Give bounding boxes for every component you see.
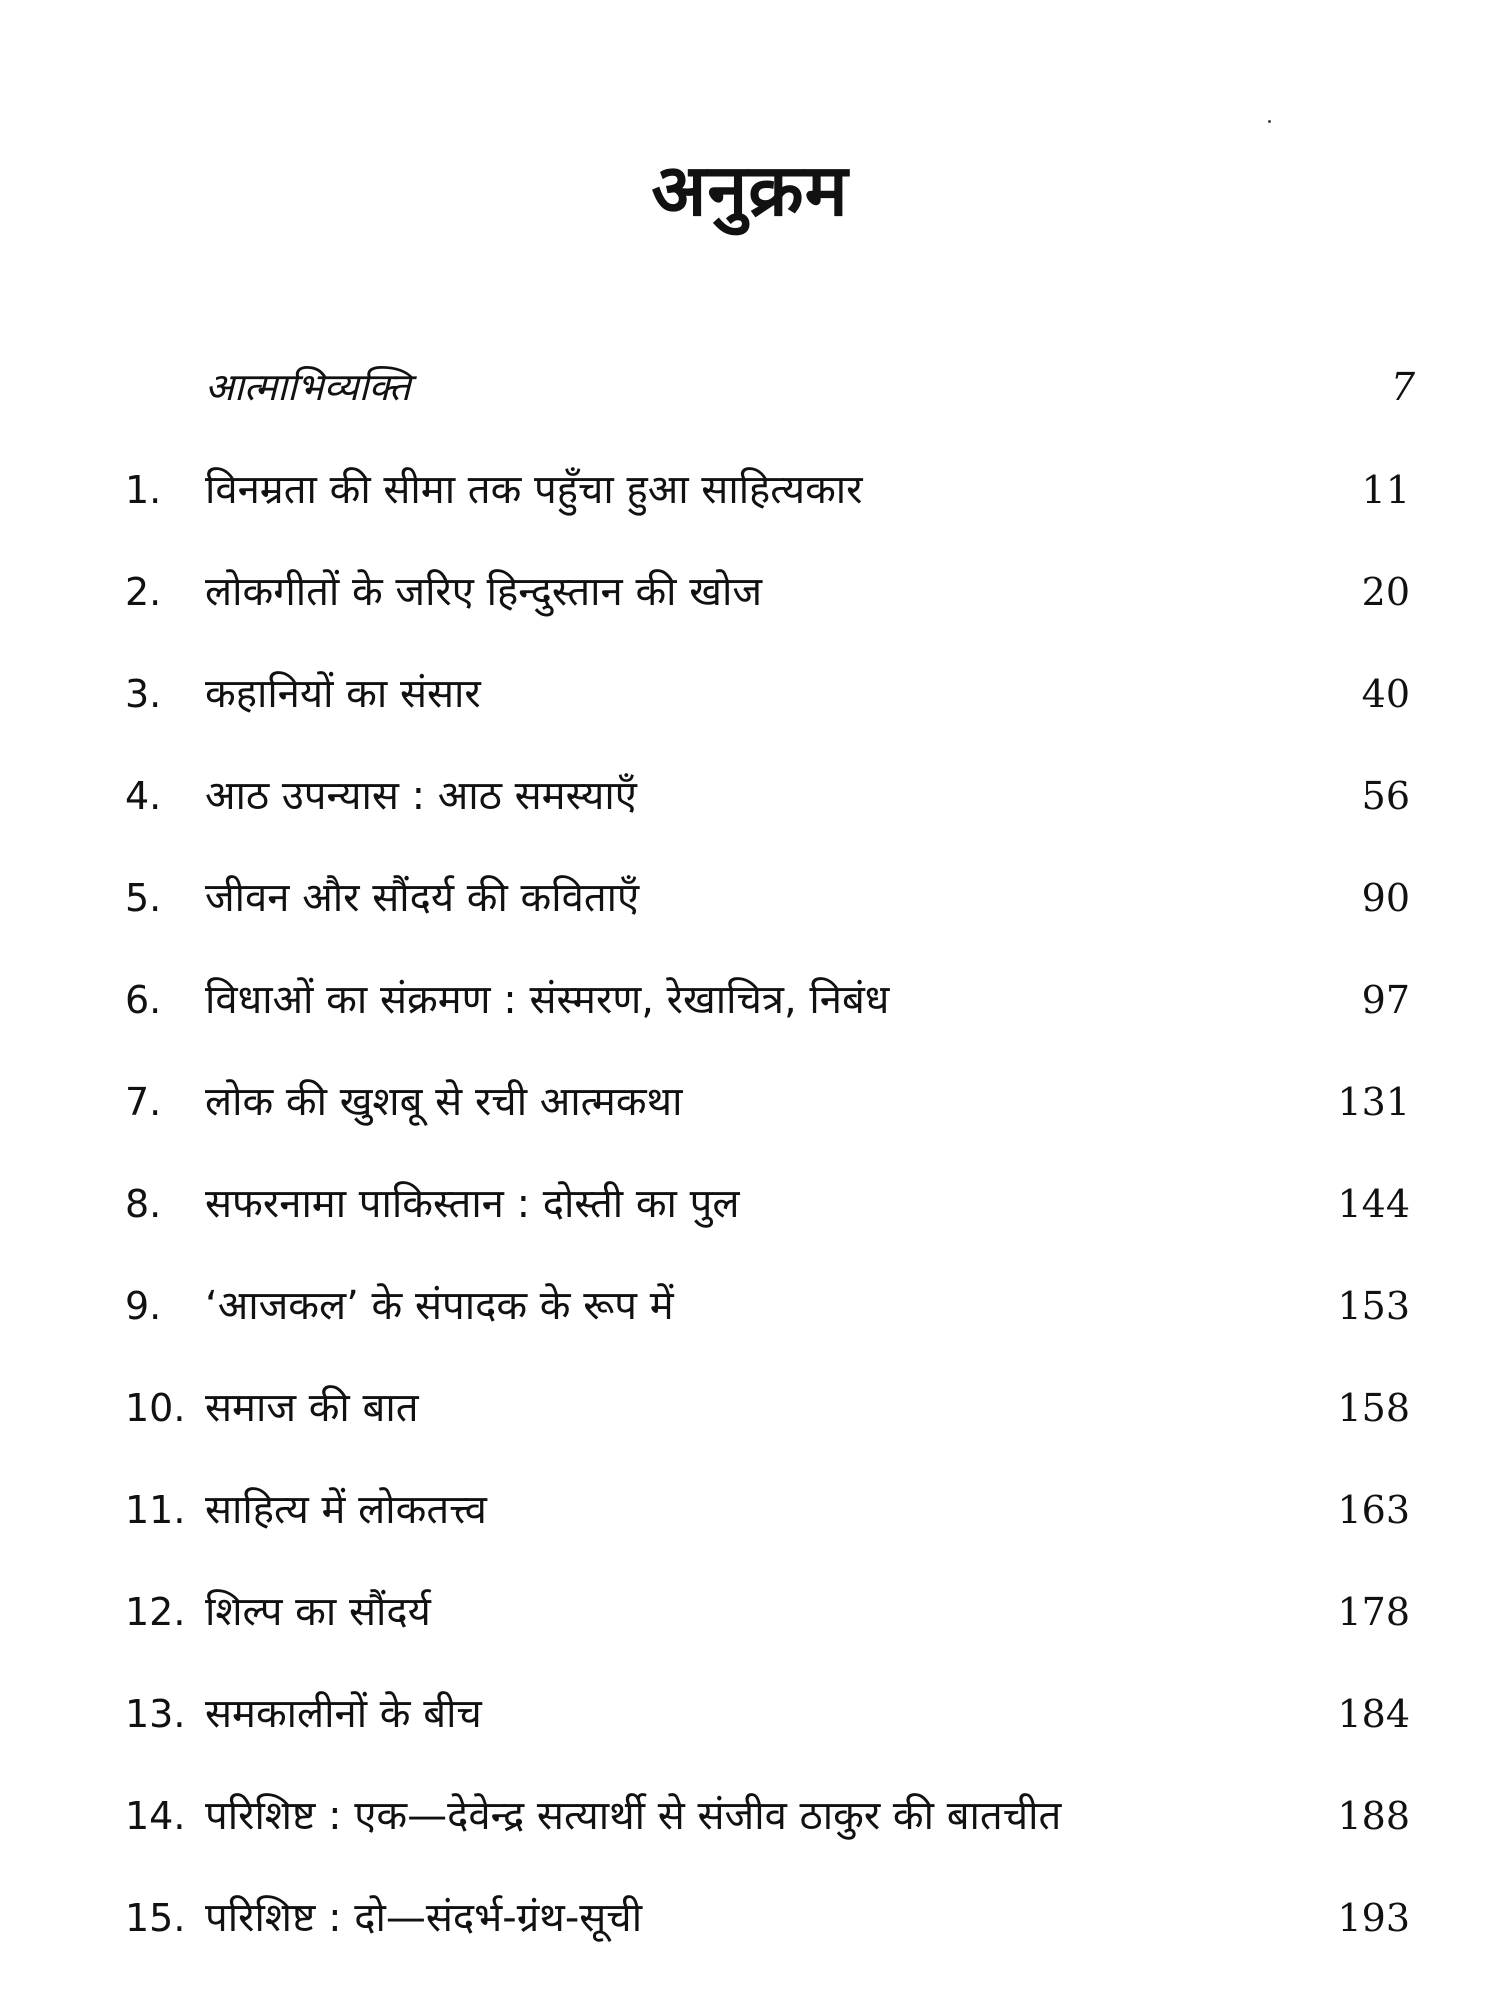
- toc-entry-number: 11.: [125, 1488, 186, 1532]
- toc-intro-page: 7: [1390, 365, 1415, 409]
- toc-entry-title: लोकगीतों के जरिए हिन्दुस्तान की खोज: [205, 569, 763, 615]
- toc-entry-number: 9.: [125, 1284, 162, 1328]
- toc-row: [0, 761, 1500, 831]
- toc-row: [0, 863, 1500, 933]
- toc-entry-number: 3.: [125, 672, 162, 716]
- toc-entry-title: लोक की खुशबू से रची आत्मकथा: [205, 1079, 683, 1125]
- toc-entry-title: विनम्रता की सीमा तक पहुँचा हुआ साहित्यकार: [205, 467, 863, 513]
- toc-entry-number: 10.: [125, 1386, 186, 1430]
- toc-entry-title: साहित्य में लोकतत्त्व: [205, 1487, 487, 1533]
- toc-row: [0, 1271, 1500, 1341]
- toc-entry-number: 6.: [125, 978, 162, 1022]
- toc-entry-title: शिल्प का सौंदर्य: [205, 1589, 431, 1635]
- toc-entry-number: 8.: [125, 1182, 162, 1226]
- toc-row: [0, 1169, 1500, 1239]
- toc-entry-page: 11: [1361, 468, 1410, 512]
- toc-intro-row: [0, 352, 1500, 422]
- toc-row: [0, 1679, 1500, 1749]
- page-title: अनुक्रम: [651, 148, 849, 232]
- toc-entry-page: 178: [1337, 1590, 1410, 1634]
- toc-row: [0, 1067, 1500, 1137]
- toc-row: [0, 1373, 1500, 1443]
- toc-entry-title: कहानियों का संसार: [205, 671, 481, 717]
- toc-entry-page: 188: [1337, 1794, 1410, 1838]
- toc-entry-page: 184: [1337, 1692, 1410, 1736]
- toc-entry-number: 15.: [125, 1896, 186, 1940]
- toc-entry-number: 2.: [125, 570, 162, 614]
- toc-entry-page: 158: [1337, 1386, 1410, 1430]
- toc-entry-number: 1.: [125, 468, 162, 512]
- toc-entry-page: 97: [1361, 978, 1410, 1022]
- toc-row: [0, 1883, 1500, 1953]
- toc-entry-title: सफरनामा पाकिस्तान : दोस्ती का पुल: [205, 1181, 740, 1227]
- toc-entry-title: जीवन और सौंदर्य की कविताएँ: [205, 875, 640, 921]
- toc-row: [0, 455, 1500, 525]
- toc-entry-number: 4.: [125, 774, 162, 818]
- toc-entry-page: 131: [1337, 1080, 1410, 1124]
- toc-entry-number: 12.: [125, 1590, 186, 1634]
- toc-entry-page: 153: [1337, 1284, 1410, 1328]
- toc-entry-number: 14.: [125, 1794, 186, 1838]
- toc-entry-title: आठ उपन्यास : आठ समस्याएँ: [205, 773, 637, 819]
- print-speck: [1268, 120, 1271, 123]
- toc-entry-page: 20: [1361, 570, 1410, 614]
- toc-entry-title: परिशिष्ट : एक—देवेन्द्र सत्यार्थी से संजीव ठाकुर की बातचीत: [205, 1793, 1062, 1839]
- toc-row: [0, 965, 1500, 1035]
- toc-entry-title: परिशिष्ट : दो—संदर्भ-ग्रंथ-सूची: [205, 1895, 643, 1941]
- toc-intro-label: आत्माभिव्यक्ति: [205, 365, 411, 409]
- toc-row: [0, 1781, 1500, 1851]
- toc-entry-page: 90: [1361, 876, 1410, 920]
- toc-entry-page: 56: [1361, 774, 1410, 818]
- toc-entry-page: 193: [1337, 1896, 1410, 1940]
- toc-entry-page: 40: [1361, 672, 1410, 716]
- toc-row: [0, 659, 1500, 729]
- toc-entry-title: समकालीनों के बीच: [205, 1691, 482, 1737]
- toc-entry-number: 5.: [125, 876, 162, 920]
- toc-row: [0, 1577, 1500, 1647]
- toc-entry-number: 7.: [125, 1080, 162, 1124]
- toc-row: [0, 1475, 1500, 1545]
- toc-row: [0, 557, 1500, 627]
- toc-entry-title: विधाओं का संक्रमण : संस्मरण, रेखाचित्र, निबंध: [205, 977, 890, 1023]
- toc-entry-title: समाज की बात: [205, 1385, 419, 1431]
- toc-entry-number: 13.: [125, 1692, 186, 1736]
- toc-entry-page: 144: [1337, 1182, 1410, 1226]
- toc-entry-page: 163: [1337, 1488, 1410, 1532]
- toc-entry-title: ‘आजकल’ के संपादक के रूप में: [205, 1283, 674, 1329]
